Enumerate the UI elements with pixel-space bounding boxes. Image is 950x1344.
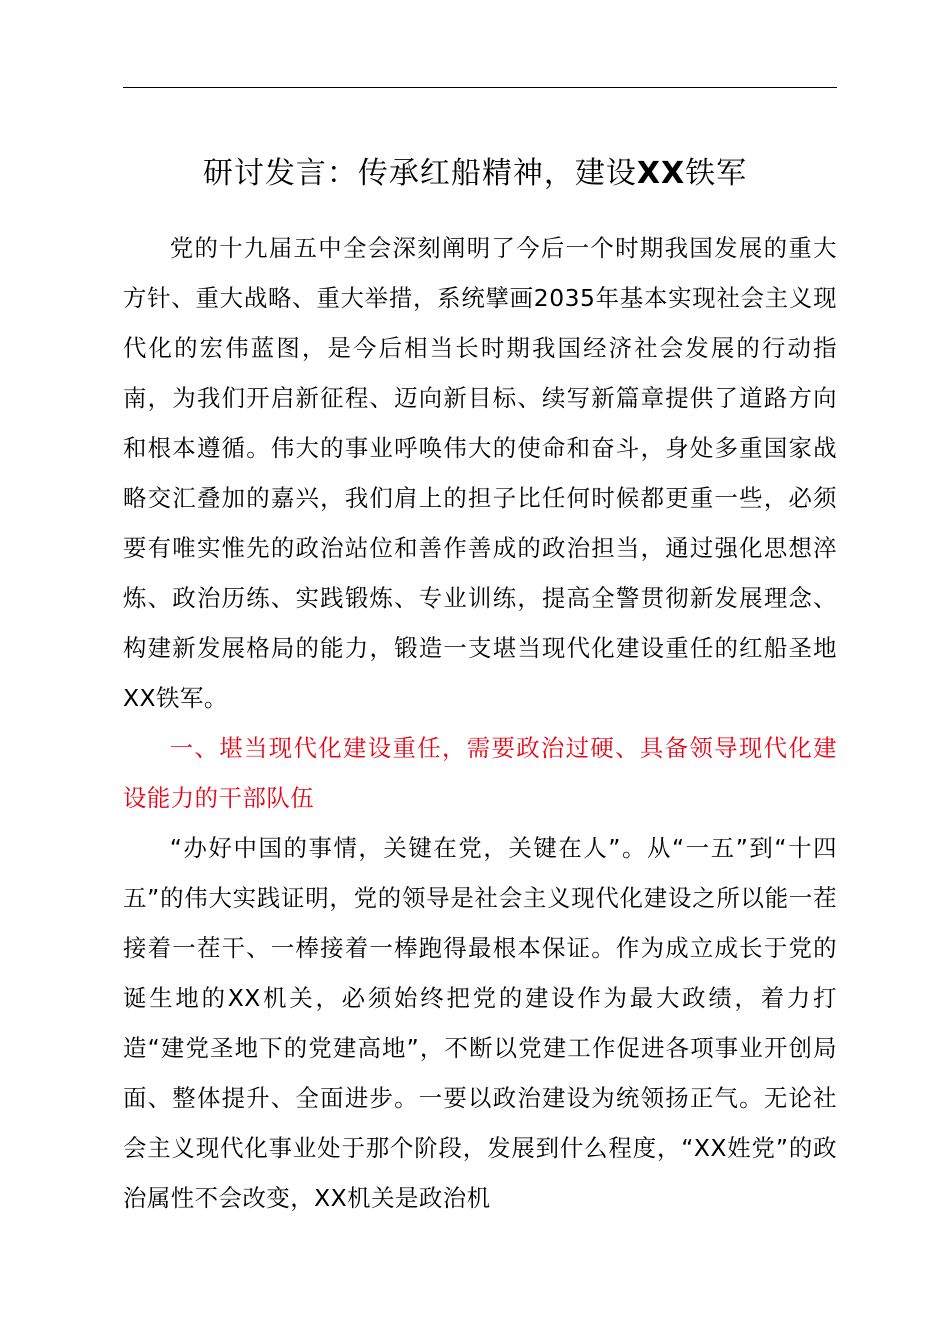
document-title <box>0 150 950 198</box>
title-strong: XX <box>636 156 686 191</box>
title-suffix: 铁军 <box>685 156 748 191</box>
header-rule <box>123 87 837 88</box>
title-prefix: 研讨发言：传承红船精神，建设 <box>202 156 637 191</box>
document-body <box>123 223 837 1223</box>
intro-paragraph: 党的十九届五中全会深刻阐明了今后一个时期我国发展的重大方针、重大战略、重大举措，系统擘画2035年基本实现社会主义现代化的宏伟蓝图，是今后相当长时期我国经济社会发展的行动指南，为我们开启新征程、迈向新目标、续写新篇章提供了道路方向和根本遵循。伟大的事业呼唤伟大的使命和奋斗，身处多重国家战略交汇叠加的嘉兴，我们肩上的担子比任何时候都更重一些，必须要有唯实惟先的政治站位和善作善成的政治担当，通过强化思想淬炼、政治历练、实践锻炼、专业训练，提高全警贯彻新发展理念、构建新发展格局的能力，锻造一支堪当现代化建设重任的红船圣地XX铁军。 <box>123 234 837 712</box>
section-paragraph: “办好中国的事情，关键在党，关键在人”。从“一五”到“十四五”的伟大实践证明，党的领导是社会主义现代化建设之所以能一茬接着一茬干、一棒接着一棒跑得最根本保证。作为成立成长于党的诞生地的XX机关，必须始终把党的建设作为最大政绩，着力打造“建党圣地下的党建高地”，不断以党建工作促进各项事业开创局面、整体提升、全面进步。一要以政治建设为统领扬正气。无论社会主义现代化事业处于那个阶段，发展到什么程度，“XX姓党”的政治属性不会改变，XX机关是政治机 <box>123 834 837 1212</box>
section-heading: 一、堪当现代化建设重任，需要政治过硬、具备领导现代化建设能力的干部队伍 <box>123 734 837 812</box>
